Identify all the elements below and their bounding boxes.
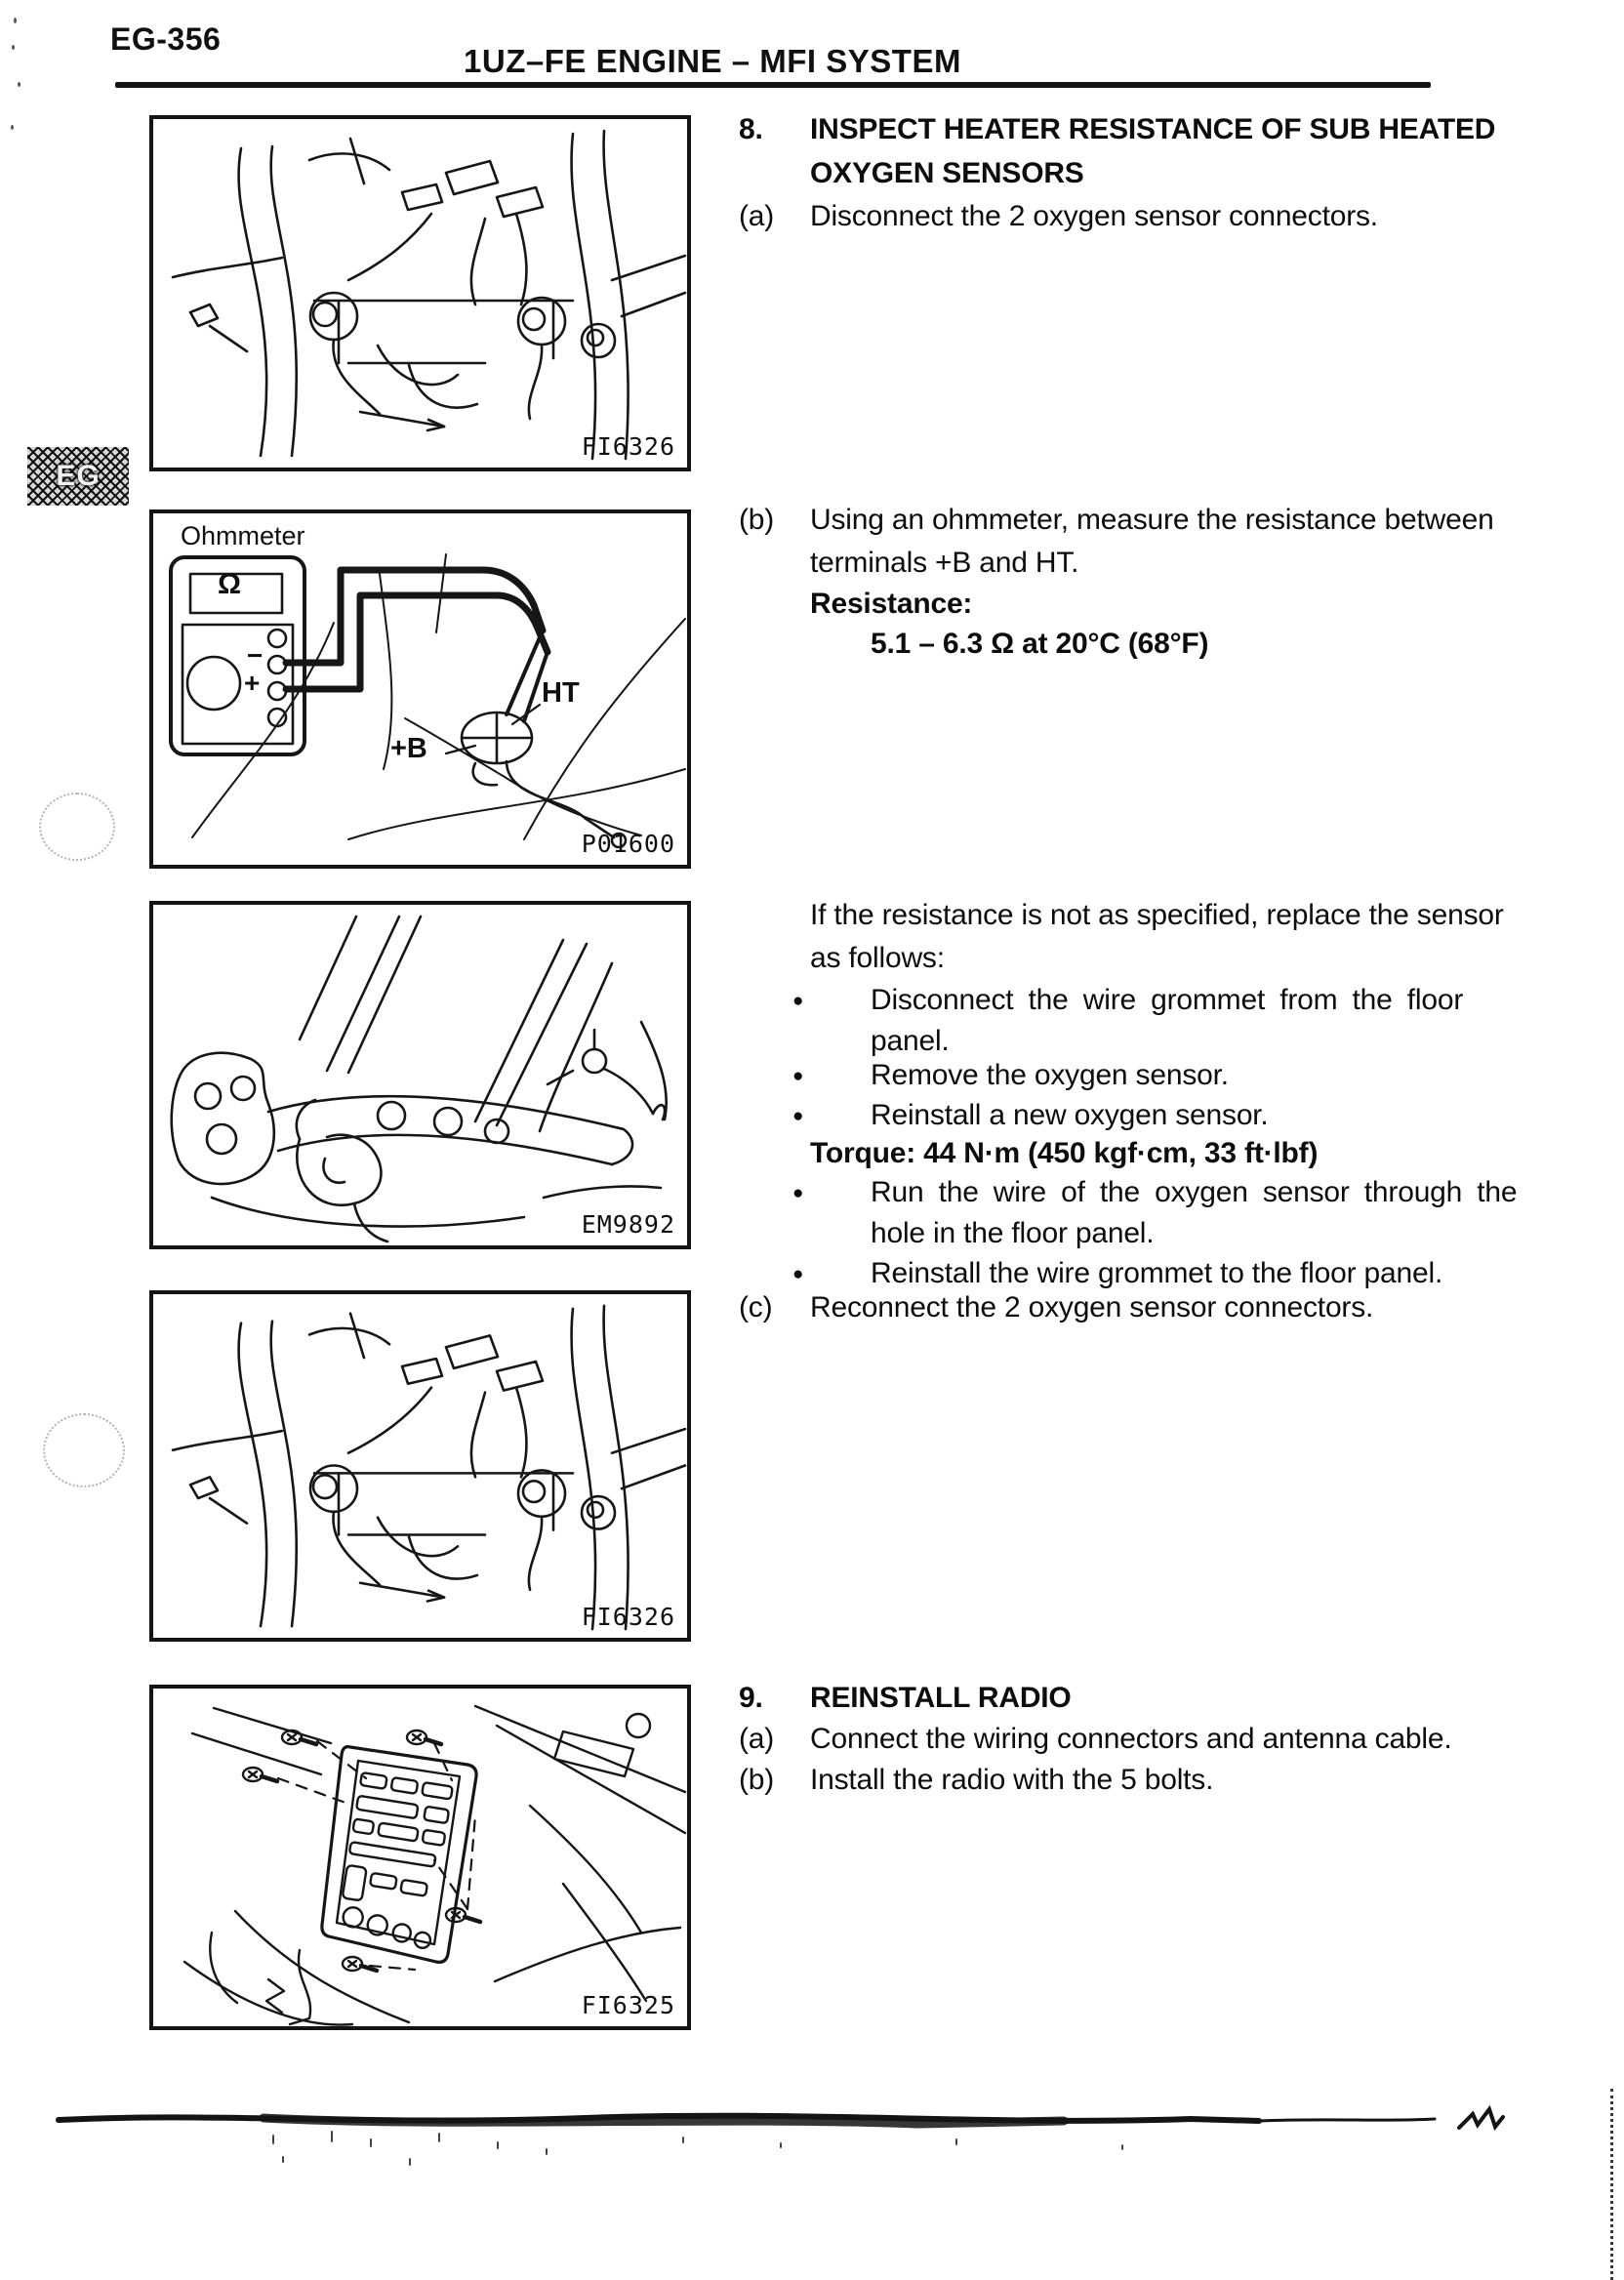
step-9b-marker: (b) bbox=[739, 1764, 775, 1796]
scan-speckle bbox=[12, 45, 15, 50]
header-rule bbox=[115, 82, 1431, 88]
resistance-spec-value: 5.1 – 6.3 Ω at 20°C (68°F) bbox=[871, 628, 1209, 660]
bullet-item-4-line2: hole in the floor panel. bbox=[871, 1217, 1155, 1249]
bullet-item-5 bbox=[792, 1257, 1442, 1290]
bullet-icon: ● bbox=[792, 1066, 804, 1086]
section-tab-eg bbox=[27, 447, 129, 506]
scan-speckle bbox=[11, 125, 14, 130]
figure-code: FI6326 bbox=[581, 432, 675, 461]
underbody-connectors-drawing bbox=[153, 119, 687, 468]
bullet-icon: ● bbox=[792, 991, 804, 1011]
section-9-heading bbox=[739, 1682, 1072, 1715]
step-9b-text: Install the radio with the 5 bolts. bbox=[810, 1764, 1214, 1796]
bullet-2-text: Remove the oxygen sensor. bbox=[871, 1059, 1229, 1091]
note-line1: If the resistance is not as specified, replace the sensor bbox=[810, 899, 1504, 931]
bullet-item-3 bbox=[792, 1099, 1269, 1132]
page-number: EG-356 bbox=[110, 21, 222, 57]
omega-symbol: Ω bbox=[218, 568, 242, 600]
bullet-item-1-line1 bbox=[792, 984, 1463, 1017]
scan-edge-dots bbox=[1610, 2089, 1613, 2280]
bullet-item-1-line2: panel. bbox=[871, 1025, 950, 1057]
bullet-3-text: Reinstall a new oxygen sensor. bbox=[871, 1099, 1269, 1131]
section-8-number: 8. bbox=[739, 113, 763, 145]
step-8b-line1 bbox=[739, 504, 1494, 537]
step-8c-marker: (c) bbox=[739, 1291, 773, 1323]
bullet-icon: ● bbox=[792, 1106, 804, 1126]
step-9a bbox=[739, 1723, 1452, 1756]
bullet-4-text-line1: Run the wire of the oxygen sensor through the bbox=[871, 1176, 1518, 1208]
section-9-number: 9. bbox=[739, 1682, 763, 1714]
sensor-removal-drawing bbox=[153, 905, 687, 1245]
scan-speckle bbox=[14, 18, 17, 23]
section-8-title-line2: OXYGEN SENSORS bbox=[810, 157, 1084, 189]
torque-spec: Torque: 44 N·m (450 kgf·cm, 33 ft·lbf) bbox=[810, 1137, 1319, 1169]
step-8a-text: Disconnect the 2 oxygen sensor connectors. bbox=[810, 200, 1378, 232]
section-9-title: REINSTALL RADIO bbox=[810, 1682, 1072, 1714]
bullet-item-2 bbox=[792, 1059, 1229, 1092]
step-8b-text-line1: Using an ohmmeter, measure the resistance between bbox=[810, 504, 1494, 536]
ohmmeter-label: Ohmmeter bbox=[181, 521, 305, 550]
bullet-icon: ● bbox=[792, 1183, 804, 1203]
page-title: 1UZ–FE ENGINE – MFI SYSTEM bbox=[464, 43, 961, 79]
figure-radio-installation bbox=[149, 1685, 691, 2030]
step-8c bbox=[739, 1291, 1373, 1324]
figure-code: FI6326 bbox=[581, 1603, 675, 1631]
section-tab-label: EG bbox=[56, 460, 101, 492]
figure-oxygen-sensor-connectors-2 bbox=[149, 1290, 691, 1642]
scan-speckle bbox=[18, 82, 20, 87]
figure-remove-oxygen-sensor bbox=[149, 901, 691, 1249]
figure-oxygen-sensor-connectors bbox=[149, 115, 691, 471]
scan-line-artifact bbox=[39, 2089, 1562, 2181]
step-8b-marker: (b) bbox=[739, 504, 775, 536]
figure-code: EM9892 bbox=[581, 1210, 675, 1239]
step-8c-text: Reconnect the 2 oxygen sensor connectors. bbox=[810, 1291, 1374, 1323]
step-9a-text: Connect the wiring connectors and antenna cable. bbox=[810, 1723, 1452, 1755]
ht-terminal-label: HT bbox=[542, 677, 580, 709]
bullet-icon: ● bbox=[792, 1264, 804, 1284]
figure-code: FI6325 bbox=[581, 1991, 675, 2019]
scan-ghost-circle bbox=[39, 793, 115, 861]
bullet-item-4-line1 bbox=[792, 1176, 1517, 1209]
ohmmeter-drawing bbox=[153, 513, 687, 865]
figure-code: P01600 bbox=[581, 830, 675, 858]
resistance-label: Resistance: bbox=[810, 588, 973, 620]
step-8b-line2: terminals +B and HT. bbox=[810, 547, 1079, 579]
step-8a bbox=[739, 200, 1378, 233]
scan-ghost-circle bbox=[43, 1413, 125, 1487]
section-8-title-line1: INSPECT HEATER RESISTANCE OF SUB HEATED bbox=[810, 113, 1496, 145]
bullet-5-text: Reinstall the wire grommet to the floor panel. bbox=[871, 1257, 1443, 1289]
note-line2: as follows: bbox=[810, 942, 945, 974]
radio-console-drawing bbox=[153, 1689, 687, 2026]
plus-terminal-label: + bbox=[244, 668, 261, 698]
bullet-1-text-line1: Disconnect the wire grommet from the floor bbox=[871, 984, 1464, 1016]
minus-terminal-label: − bbox=[247, 640, 264, 671]
plus-b-terminal-label: +B bbox=[390, 733, 427, 764]
section-8-heading-line1 bbox=[739, 113, 1495, 146]
figure-ohmmeter-measurement bbox=[149, 509, 691, 869]
underbody-connectors-drawing-2 bbox=[153, 1294, 687, 1638]
step-9a-marker: (a) bbox=[739, 1723, 775, 1755]
step-9b bbox=[739, 1764, 1213, 1797]
step-8a-marker: (a) bbox=[739, 200, 775, 232]
